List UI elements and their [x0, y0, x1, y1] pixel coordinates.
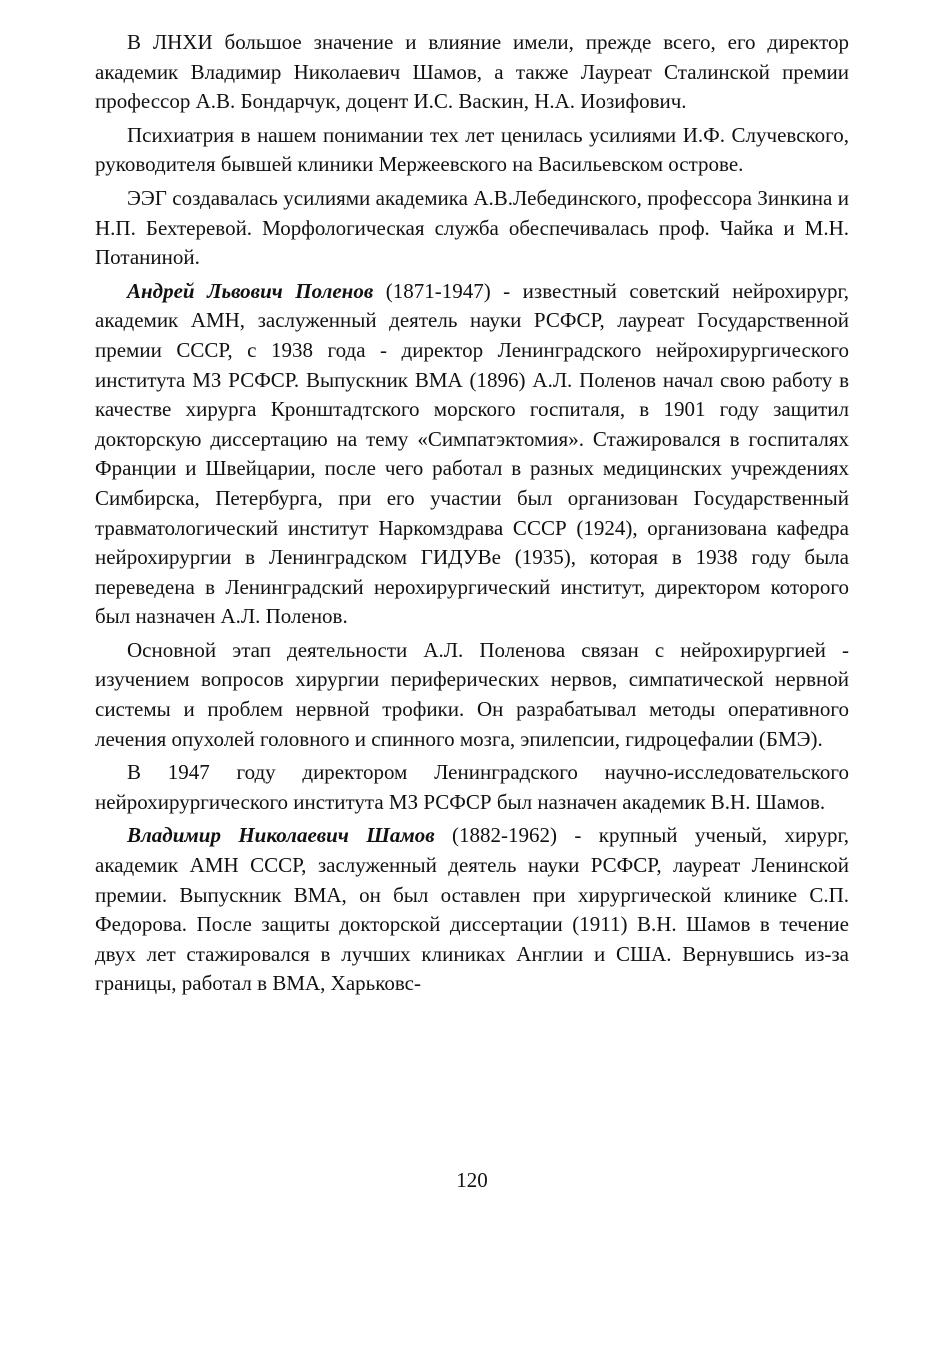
- paragraph-text: В 1947 году директором Ленинградского научно-исследовательского нейрохирургического института МЗ РСФСР был назначен академик В.Н. Шамов.: [95, 760, 849, 814]
- page-number: 120: [456, 1168, 488, 1192]
- paragraph-text: Психиатрия в нашем понимании тех лет ценилась усилиями И.Ф. Случевского, руководителя бывшей клиники Мержеевского на Васильевском острове.: [95, 122, 849, 177]
- paragraph-text: Основной этап деятельности А.Л. Поленова связан с нейрохирургией - изучением вопросов хирургии периферических нервов, симпатической нервной системы и проблем нервной трофики. Он разрабатывал методы оперативного лечения опухолей головного и спинного мозга, эпилепсии, гидроцефалии (БМЭ).: [95, 637, 849, 751]
- paragraph-eeg: [95, 184, 849, 273]
- paragraph-shamov-appointment: [95, 758, 849, 817]
- paragraph-text: В ЛНХИ большое значение и влияние имели, прежде всего, его директор академик Владимир Николаевич Шамов, а также Лауреат Сталинской премии профессор А.В. Бондарчук, доцент И.С. Васкин, Н.А. Иозифович.: [95, 30, 849, 114]
- paragraph-polenov-work: [95, 636, 849, 754]
- paragraph-lnhi-staff: [95, 28, 849, 117]
- document-page: [95, 28, 849, 999]
- person-name-polenov: Андрей Львович Поленов: [127, 278, 374, 303]
- paragraph-psychiatry: [95, 121, 849, 180]
- paragraph-shamov-bio: [95, 821, 849, 999]
- person-name-shamov: Владимир Николаевич Шамов: [127, 823, 435, 848]
- paragraph-text: (1871-1947) - известный советский нейрохирург, академик АМН, заслуженный деятель науки РСФСР, лауреат Государственной премии СССР, с 1938 года - директор Ленинградского нейрохирургического института МЗ РСФСР. Выпускник ВМА (1896) А.Л. Поленов начал свою работу в качестве хирурга Кронштадтского морского госпиталя, в 1901 году защитил докторскую диссертацию на тему «Симпатэктомия». Стажировался в госпиталях Франции и Швейцарии, после чего работал в разных медицинских учреждениях Симбирска, Петербурга, при его участии был организован Государственный травматологический институт Наркомздрава СССР (1924), организована кафедра нейрохирургии в Ленинградском ГИДУВе (1935), которая в 1938 году была переведена в Ленинградский нерохирургический институт, директором которого был назначен А.Л. Поленов.: [95, 278, 849, 629]
- paragraph-polenov-bio: [95, 277, 849, 632]
- paragraph-text: (1882-1962) - крупный ученый, хирург, академик АМН СССР, заслуженный деятель науки РСФСР, лауреат Ленинской премии. Выпускник ВМА, он был оставлен при хирургической клинике С.П. Федорова. После защиты докторской диссертации (1911) В.Н. Шамов в течение двух лет стажировался в лучших клиниках Англии и США. Вернувшись из-за границы, работал в ВМА, Харьковс-: [95, 823, 849, 996]
- paragraph-text: ЭЭГ создавалась усилиями академика А.В.Лебединского, профессора Зинкина и Н.П. Бехтеревой. Морфологическая служба обеспечивалась проф. Чайка и М.Н. Потаниной.: [95, 185, 849, 270]
